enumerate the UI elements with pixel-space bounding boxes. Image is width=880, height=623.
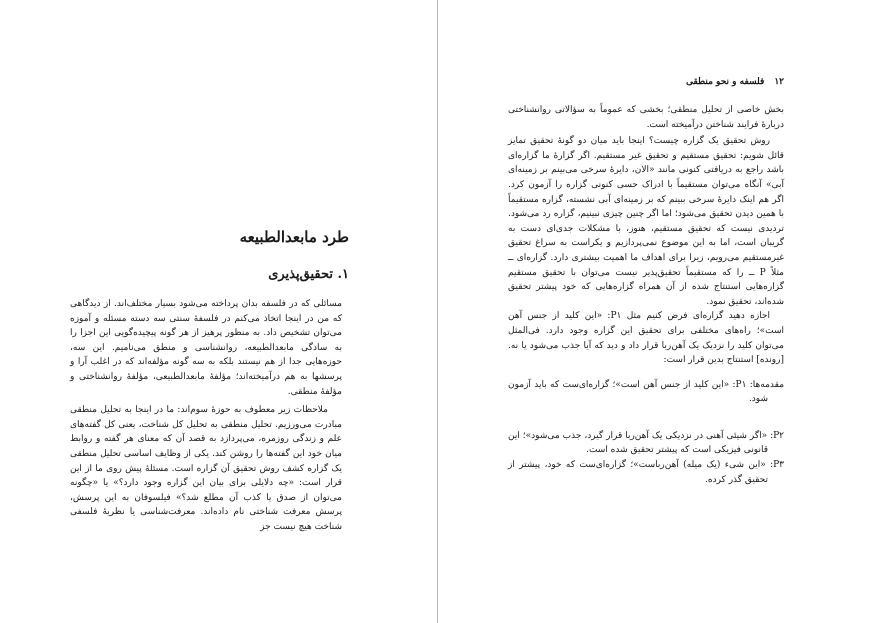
- body-paragraph: اجازه دهید گزاره‌ای فرض کنیم مثل P۱: «این کلید از جنس آهن است»؛ راه‌های مختلفی برای تحقیق این گزاره وجود دارد. فی‌المثل می‌توان کلید را نزدیک یک آهن‌ربا قرار داد و دید که آیا جذب می‌شود یا نه. [رونده] استنتاج بدین قرار است:: [508, 311, 784, 366]
- left-page-body: [70, 297, 342, 535]
- premise-p1: مقدمه‌ها: P۱: «این کلید از جنس آهن است»؛ گزاره‌ای‌ست که باید آزمون شود.: [508, 379, 785, 405]
- right-page: [438, 0, 880, 623]
- right-page-body: [508, 103, 784, 487]
- running-head: [686, 77, 784, 87]
- chapter-title: طرد مابعدالطبیعه: [239, 228, 349, 246]
- section-title: ۱. تحقیق‌پذیری: [268, 267, 349, 282]
- running-title: فلسفه و نحو منطقی: [685, 77, 765, 87]
- body-paragraph: ملاحظات زیر معطوف به حوزهٔ سوم‌اند: ما در اینجا به تحلیل منطقی مبادرت می‌ورزیم. تحلیل منطقی به تحلیل کل شناخت، یعنی کل گفته‌های علم و زندگی روزمره، می‌پردازد به قصد آن که معنای هر گفته و روابط میان خود این گفته‌ها را روشن کند. یکی از وظایف اساسی تحلیل منطقی یک گزاره کشف روش تحقیق آن گزاره است. مسئلهٔ پیش روی ما از این قرار است: «چه دلایلی برای بیان این گزاره وجود دارد؟» یا «چگونه می‌توان از صدق یا کذب آن مطلع شد؟» فیلسوفان به این پرسش، پرسش معرفت شناختی نام داده‌اند. معرفت‌شناسی یا نظریهٔ فلسفی شناخت هیچ نیست جز: [70, 405, 342, 532]
- body-paragraph: بخش خاصی از تحلیل منطقی؛ بخشی که عموماً به سؤالاتی روانشناختی دربارهٔ فرایند شناختن درآمیخته است.: [508, 105, 784, 130]
- body-paragraph: روش تحقیق یک گزاره چیست؟ اینجا باید میان دو گونهٔ تحقیق تمایز قائل شویم: تحقیق مستقیم و تحقیق غیر مستقیم. اگر گزارهٔ ما گزاره‌ای باشد راجع به دریافتی کنونی مانند «الان، دایرهٔ سرخی می‌بینم بر زمینه‌ای آبی» آنگاه می‌توان مستقیماً با ادراک حسی کنونی گزاره را آزمون کرد. اگر هم اینک دایرهٔ سرخی ببینم که بر زمینه‌ای آبی نشسته، گزاره مستقیماً با همین دیدن تحقیق می‌شود؛ اما اگر چنین چیزی نبینیم، گزاره رد می‌شود. تردیدی نیست که تحقیق مستقیم، هنوز، با مشکلات جدی‌ای دست به گریبان است، اما به این موضوع نمی‌پردازیم و یکراست به سراغ تحقیق غیرمستقیم می‌رویم، زیرا برای اهداف ما اهمیت بیشتری دارد. گزاره‌ای ــ مثلاً P ــ را که مستقیماً تحقیق‌پذیر نیست می‌توان با تحقیق مستقیم گزاره‌هایی استنتاج شده از آن همراه گزاره‌هایی که خود پیشتر تحقیق شده‌اند، تحقیق نمود.: [508, 136, 784, 307]
- body-paragraph: مسائلی که در فلسفه بدان پرداخته می‌شود بسیار مختلف‌اند. از دیدگاهی که من در اینجا اتخاذ می‌کنم در فلسفهٔ سنتی سه دسته مسئله و آموزه می‌توان تشخیص داد. به منظور پرهیز از هر گونه پیچیده‌گویی این اجزا را به سادگی مابعدالطبیعه، روانشناسی و منطق می‌نامیم. این سه، حوزه‌هایی جدا از هم نیستند بلکه به سه گونه مؤلفه‌اند که در اغلب آرا و پرسشها به هم درآمیخته‌اند؛ مؤلفهٔ مابعدالطبیعی، مؤلفهٔ روانشناختی و مؤلفهٔ منطقی.: [70, 299, 342, 397]
- premise-p2: P۲: «اگر شیئی آهنی در نزدیکی یک آهن‌ربا قرار گیرد، جذب می‌شود»؛ این قانونی فیزیکی است که پیشتر تحقیق شده است.: [508, 430, 784, 456]
- page-number: ۱۲: [774, 77, 784, 87]
- left-page: [0, 0, 437, 623]
- premise-p3: P۳: «این شیء (یک میله) آهن‌رباست»؛ گزاره‌ای‌ست که خود، پیشتر از تحقیق گذر کرده.: [508, 460, 784, 485]
